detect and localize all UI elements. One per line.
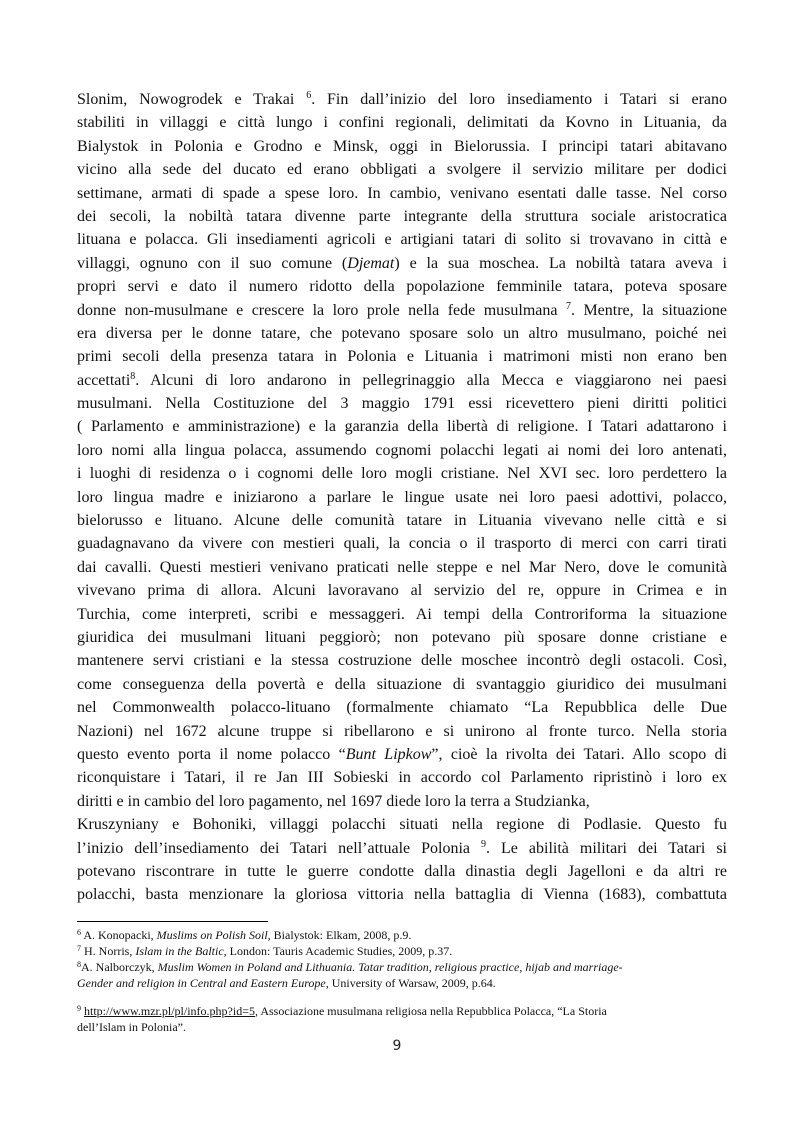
text-line: dai cavalli. Questi mestieri venivano praticati nelle steppe e nel Mar Nero, dove le comunità <box>77 558 727 576</box>
text-line: loro lingua madre e iniziarono a parlare le lingue usate nei loro paesi adottivi, polacco, <box>77 488 727 506</box>
footnote-text: , London: Tauris Academic Studies, 2009, p.37. <box>223 944 453 958</box>
text-line: era diversa per le donne tatare, che potevano sposare solo un altro musulmano, poiché nei <box>77 324 727 342</box>
text-line: guadagnavano da vivere con mestieri quali, la concia o il trasporto di merci con carri tirati <box>77 535 727 553</box>
footnotes <box>77 927 727 1035</box>
footnote-text: , Associazione musulmana religiosa nella Repubblica Polacca, “La Storia <box>254 1004 607 1018</box>
text-line: Nazioni) nel 1672 alcune truppe si ribellarono e si unirono al fronte turco. Nella storia <box>77 722 727 740</box>
text-line: stabiliti in villaggi e città lungo i confini regionali, delimitati da Kovno in Lituania, da <box>77 114 727 132</box>
italic-term: Bunt Lipkow <box>345 745 432 763</box>
italic-term: Djemat <box>347 254 395 272</box>
footnote-7 <box>77 943 727 959</box>
text-segment: ”, cioè la rivolta dei Tatari. Allo scopo di <box>431 745 727 763</box>
footnote-title: Muslim Women in Poland and Lithuania. Tatar tradition, religious practice, hijab and marriage- <box>157 960 623 974</box>
text-line <box>77 369 727 392</box>
text-line <box>77 299 727 322</box>
text-line: mantenere servi cristiani e la stessa costruzione delle moschee incontrò degli ostacoli. Così, <box>77 652 727 670</box>
text-line <box>77 837 727 860</box>
text-segment: . Fin dall’inizio del loro insediamento i Tatari si erano <box>311 91 728 108</box>
text-line: i luoghi di residenza o i cognomi delle loro mogli cristiane. Nel XVI sec. loro perdettero la <box>77 465 727 483</box>
footnote-title: Islam in the Baltic <box>135 944 224 958</box>
text-line: bielorusso e lituano. Alcune delle comunità tatare in Lituania vivevano nelle città e si <box>77 512 727 530</box>
text-line: potevano riscontrare in tutte le guerre condotte dalla dinastia degli Jagelloni e da altri re <box>77 862 727 880</box>
footnote-number: 7 <box>77 944 81 953</box>
body-text <box>77 88 727 907</box>
text-line: settimane, armati di spade a spese loro. In cambio, venivano esentati dalle tasse. Nel corso <box>77 184 727 202</box>
page-number: 9 <box>392 1038 402 1054</box>
footnote-separator <box>77 921 268 922</box>
footnote-ref: 9 <box>481 838 487 850</box>
text-segment: donne non-musulmane e crescere la loro prole nella fede musulmana <box>77 301 566 319</box>
text-line: Turchia, come interpreti, scribi e messaggeri. Ai tempi della Controriforma la situazione <box>77 605 727 623</box>
text-line: nel Commonwealth polacco-lituano (formalmente chiamato “La Repubblica delle Due <box>77 699 727 717</box>
text-segment: villaggi, ognuno con il suo comune ( <box>77 254 348 272</box>
footnote-number: 9 <box>77 1004 81 1013</box>
text-line: Bialystok in Polonia e Grodno e Minsk, oggi in Bielorussia. I principi tatari abitavano <box>77 137 727 155</box>
text-line <box>77 252 727 275</box>
footnote-title: Gender and religion in Central and Eastern Europe <box>77 976 326 990</box>
footnote-ref: 7 <box>565 300 571 312</box>
text-line: dei secoli, la nobiltà tatara divenne parte integrante della struttura sociale aristocratica <box>77 207 727 225</box>
text-segment: Slonim, Nowogrodek e Trakai <box>77 91 307 108</box>
text-line: come conseguenza della povertà e della situazione di svantaggio giuridico dei musulmani <box>77 675 727 693</box>
footnote-text: , University of Warsaw, 2009, p.64. <box>325 976 496 990</box>
footnote-9 <box>77 1003 727 1019</box>
text-line: vivevano prima di allora. Alcuni lavoravano al servizio del re, oppure in Crimea e in <box>77 582 727 600</box>
footnote-8 <box>77 959 727 975</box>
text-line: musulmani. Nella Costituzione del 3 maggio 1791 essi ricevettero pieni diritti politici <box>77 395 727 413</box>
text-line: lituana e polacca. Gli insediamenti agricoli e artigiani tatari di solito si trovavano in città e <box>77 231 727 249</box>
text-line: giuridica dei musulmani lituani peggiorò; non potevano più sposare donne cristiane e <box>77 628 727 646</box>
footnote-ref: 8 <box>130 370 136 382</box>
footnote-6 <box>77 927 727 943</box>
footnote-text: H. Norris, <box>81 944 136 958</box>
text-segment: . Alcuni di loro andarono in pellegrinaggio alla Mecca e viaggiarono nei paesi <box>135 371 727 389</box>
footnote-text: A. Konopacki, <box>81 928 157 942</box>
text-line: propri servi e dato il numero ridotto della popolazione femminile tatara, poteva sposare <box>77 278 727 296</box>
text-line: Kruszyniany e Bohoniki, villaggi polacchi situati nella regione di Podlasie. Questo fu <box>77 816 727 834</box>
text-line <box>77 88 727 111</box>
text-segment: . Mentre, la situazione <box>570 301 727 319</box>
text-segment: ) e la sua moschea. La nobiltà tatara aveva i <box>394 254 728 272</box>
footnote-9-continued: dell’Islam in Polonia”. <box>77 1020 186 1034</box>
text-segment: . Le abilità militari dei Tatari si <box>486 839 727 857</box>
text-segment: l’inizio dell’insediamento dei Tatari nell’attuale Polonia <box>77 839 482 857</box>
footnote-title: Muslims on Polish Soil, <box>156 928 271 942</box>
text-line: primi secoli della presenza tatara in Polonia e Lituania i matrimoni misti non erano ben <box>77 348 727 366</box>
footnote-number: 8 <box>77 960 81 969</box>
footnote-text: Bialystok: Elkam, 2008, p.9. <box>270 928 412 942</box>
footnote-link[interactable]: http://www.mzr.pl/pl/info.php?id=5 <box>84 1004 255 1018</box>
text-line <box>77 743 727 766</box>
footnote-text: A. Nalborczyk, <box>81 960 158 974</box>
text-line: loro nomi alla lingua polacca, assumendo cognomi polacchi legati ai nomi dei loro antenati, <box>77 441 727 459</box>
text-line: diritti e in cambio del loro pagamento, nel 1697 diede loro la terra a Studzianka, <box>77 792 590 810</box>
text-line: riconquistare i Tatari, il re Jan III Sobieski in accordo col Parlamento ripristinò i loro ex <box>77 769 727 787</box>
footnote-number: 6 <box>77 928 81 937</box>
text-line: ( Parlamento e amministrazione) e la garanzia della libertà di religione. I Tatari adattarono i <box>77 418 727 436</box>
text-line: polacchi, basta menzionare la gloriosa vittoria nella battaglia di Vienna (1683), combattuta <box>77 886 727 904</box>
footnote-ref: 6 <box>306 90 312 101</box>
footnote-8-continued <box>77 975 727 991</box>
text-segment: questo evento porta il nome polacco “ <box>77 745 346 763</box>
text-segment: accettati <box>77 371 131 389</box>
text-line: vicino alla sede del ducato ed erano obbligati a svolgere il servizio militare per dodici <box>77 161 727 179</box>
